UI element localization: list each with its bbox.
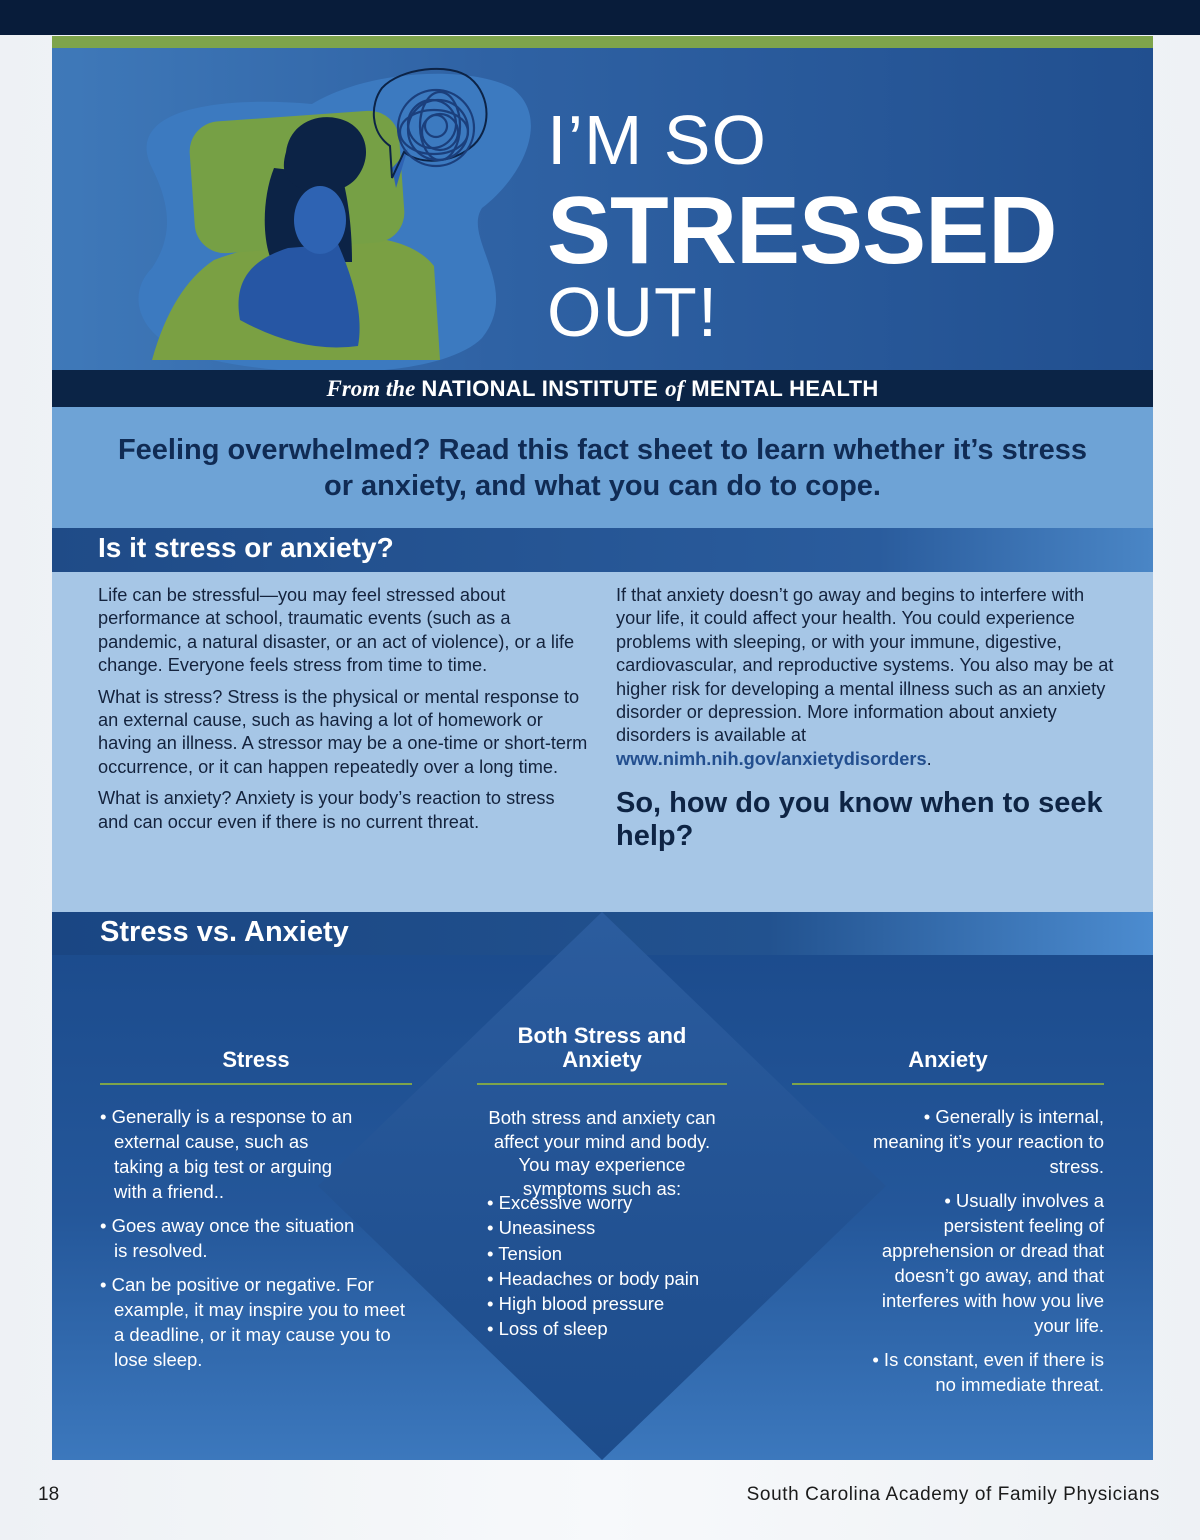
link-suffix: .: [926, 748, 932, 769]
symptom-item: • High blood pressure: [487, 1293, 665, 1315]
comparison-panel: [52, 912, 1153, 1460]
title-line-1: I’M SO: [547, 101, 767, 179]
section-header: [52, 528, 1153, 572]
source-org-part2: MENTAL HEALTH: [691, 375, 879, 401]
paragraph-health: [616, 584, 1116, 771]
paragraph-health-text: If that anxiety doesn’t go away and begins to interfere with your life, it could affect your health. You could experience problems with sleeping, or with your immune, digestive, cardiovascular, and reproductive systems. You also may be at higher risk for developing a mental illness such as an anxiety disorder or depression. More information about anxiety disorders is available at: [616, 585, 1114, 746]
comparison-title: Stress vs. Anxiety: [100, 916, 349, 948]
intro-text: Feeling overwhelmed? Read this fact sheet to learn whether it’s stress or anxiety, and what you can do to cope.: [117, 433, 1088, 502]
symptom-item: • Headaches or body pain: [487, 1267, 700, 1289]
anxiety-list: [870, 1104, 1104, 1406]
symptom-item: • Tension: [487, 1242, 563, 1264]
symptom-item: • Loss of sleep: [487, 1318, 608, 1340]
paragraph-stress: What is stress? Stress is the physical or mental response to an external cause, such as having a lot of homework or having an illness. A stressor may be a one-time or short-term occurrence, or it can happen repeatedly over a long time.: [98, 686, 588, 777]
both-divider: [477, 1083, 727, 1085]
both-description: Both stress and anxiety can affect your mind and body. You may experience symptoms such as:: [488, 1107, 716, 1199]
footer-organization: South Carolina Academy of Family Physicians: [746, 1484, 1160, 1505]
title-line-2: STRESSED: [547, 177, 1057, 284]
symptom-item: • Excessive worry: [487, 1192, 633, 1213]
anxiety-item: • Usually involves a persistent feeling of apprehension or dread that doesn’t go away, and that interferes with how you live your life.: [881, 1190, 1104, 1336]
symptom-item: • Uneasiness: [487, 1217, 596, 1239]
source-of: of: [665, 375, 685, 401]
hero-banner: [52, 48, 1153, 370]
help-heading: So, how do you know when to seek help?: [616, 787, 1103, 853]
symptom-list: [487, 1190, 699, 1342]
stress-column-title: Stress: [222, 1047, 290, 1072]
anxiety-item: • Generally is internal, meaning it’s your reaction to stress.: [872, 1106, 1104, 1177]
page-number: 18: [38, 1484, 60, 1505]
paragraph-anxiety: What is anxiety? Anxiety is your body’s reaction to stress and can occur even if there is no current threat.: [98, 788, 555, 832]
stress-item: • Can be positive or negative. For example, it may inspire you to meet a deadline, or it may cause you to lose sleep.: [100, 1274, 405, 1370]
hands-icon: [294, 186, 346, 254]
source-org-part1: NATIONAL INSTITUTE: [421, 375, 659, 401]
source-prefix: From the: [326, 375, 416, 401]
accent-bar: [52, 36, 1153, 48]
anxiety-disorders-link[interactable]: www.nimh.nih.gov/anxietydisorders: [616, 748, 927, 769]
section-heading: Is it stress or anxiety?: [98, 532, 394, 563]
both-column-title: Both Stress and Anxiety: [517, 1023, 687, 1072]
source-bar: [52, 370, 1153, 407]
fact-sheet: [52, 36, 1153, 1460]
anxiety-item: • Is constant, even if there is no immediate threat.: [872, 1349, 1104, 1395]
stress-divider: [100, 1083, 412, 1085]
anxiety-column-title: Anxiety: [908, 1047, 988, 1072]
right-column: [616, 584, 1116, 853]
intro-banner: [52, 407, 1153, 528]
stress-item: • Goes away once the situation is resolved.: [100, 1215, 355, 1261]
title-line-3: OUT!: [547, 273, 719, 351]
anxiety-divider: [792, 1083, 1104, 1085]
left-column: [98, 584, 588, 842]
paragraph-intro: Life can be stressful—you may feel stressed about performance at school, traumatic events (such as a pandemic, a natural disaster, or an act of violence), or a life change. Everyone feels stress from time to time.: [98, 585, 575, 676]
stress-item: • Generally is a response to an external cause, such as taking a big test or arguing with a friend..: [100, 1106, 353, 1202]
stress-list: [100, 1104, 405, 1381]
top-strip: [0, 0, 1200, 35]
section-body: [52, 572, 1153, 912]
